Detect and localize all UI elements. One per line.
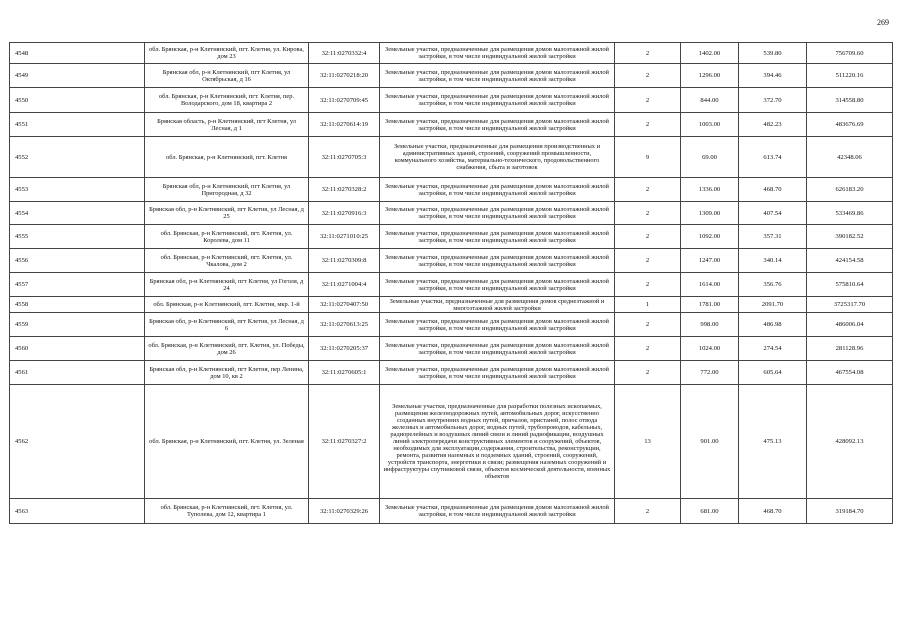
land-purpose-cell: Земельные участки, предназначенные для размещения домов малоэтажной жилой застройки, в том числе индивидуальной жилой застройки (380, 88, 615, 113)
cadastral-value-cell: 533469.86 (807, 202, 893, 225)
row-number: 4555 (10, 225, 145, 249)
cadastral-value-cell: 424154.58 (807, 249, 893, 273)
address-cell: Брянская обл, р-н Клетнянский, пгт Клетня, ул Гоголя, д 24 (145, 273, 309, 297)
table-row (10, 249, 893, 273)
cadastral-value-cell: 483676.69 (807, 113, 893, 137)
area-cell: 1336.00 (681, 178, 739, 202)
area-cell: 998.00 (681, 313, 739, 337)
area-cell: 1092.00 (681, 225, 739, 249)
cadastral-value-cell: 319184.70 (807, 499, 893, 524)
cadastral-number-cell: 32:11:0270709:45 (309, 88, 380, 113)
row-number: 4553 (10, 178, 145, 202)
row-number: 4548 (10, 43, 145, 64)
specific-value-cell: 468.70 (739, 178, 807, 202)
land-purpose-cell: Земельные участки, предназначенные для размещения домов малоэтажной жилой застройки, в том числе индивидуальной жилой застройки (380, 202, 615, 225)
table-row (10, 178, 893, 202)
cadastral-value-cell: 467554.08 (807, 361, 893, 385)
cadastral-number-cell: 32:11:0270605:1 (309, 361, 380, 385)
row-number: 4554 (10, 202, 145, 225)
land-purpose-cell: Земельные участки, предназначенные для размещения домов малоэтажной жилой застройки, в том числе индивидуальной жилой застройки (380, 225, 615, 249)
cadastral-number-cell: 32:11:0270218:20 (309, 64, 380, 88)
table-row (10, 385, 893, 499)
group-code-cell: 2 (615, 273, 681, 297)
table-row (10, 499, 893, 524)
land-purpose-cell: Земельные участки, предназначенные для разработки полезных ископаемых, размещения железнодорожных путей, автомобильных дорог, искусственно созданных внутренних водных путей, причалов, пристаней, полос отвода железных и автомобильных дорог, водных путей, трубопроводов, кабельных, радиорелейных и воздушных линий связи и линий радиофикации, воздушных линий электропередачи конструктивных элементов и сооружений, объектов, необходимых для эксплуатации,содержания, строительства, реконструкции, ремонта, развития наземных и подземных зданий, строений, сооружений, устройств транспорта, энергетики и связи; размещения наземных сооружений и инфраструктуры спутниковой связи, объектов космической деятельности, военных объектов (380, 385, 615, 499)
group-code-cell: 2 (615, 225, 681, 249)
row-number: 4549 (10, 64, 145, 88)
table-row (10, 313, 893, 337)
cadastral-number-cell: 32:11:0270332:4 (309, 43, 380, 64)
cadastral-number-cell: 32:11:0270613:25 (309, 313, 380, 337)
address-cell: обл. Брянская, р-н Клетнянский, пгт. Клетня (145, 137, 309, 178)
address-cell: обл. Брянская, р-н Клетнянский, пгт. Клетня, ул. Победы, дом 26 (145, 337, 309, 361)
cadastral-number-cell: 32:11:0270328:2 (309, 178, 380, 202)
specific-value-cell: 605.64 (739, 361, 807, 385)
table-row (10, 361, 893, 385)
address-cell: Брянская обл, р-н Клетнянский, пгт Клетня, ул Пригородная, д 32 (145, 178, 309, 202)
group-code-cell: 9 (615, 137, 681, 178)
group-code-cell: 2 (615, 249, 681, 273)
table-row (10, 297, 893, 313)
cadastral-number-cell: 32:11:0270309:8 (309, 249, 380, 273)
address-cell: обл. Брянская, р-н Клетнянский, пгт. Клетня, ул. Зеленая (145, 385, 309, 499)
cadastral-value-table (9, 42, 893, 524)
land-purpose-cell: Земельные участки, предназначенные для размещения домов малоэтажной жилой застройки, в том числе индивидуальной жилой застройки (380, 64, 615, 88)
area-cell: 844.00 (681, 88, 739, 113)
row-number: 4558 (10, 297, 145, 313)
row-number: 4563 (10, 499, 145, 524)
area-cell: 1024.00 (681, 337, 739, 361)
cadastral-number-cell: 32:11:0270205:37 (309, 337, 380, 361)
address-cell: обл. Брянская, р-н Клетнянский, пгт. Клетня, пер. Володарского, дом 18, квартира 2 (145, 88, 309, 113)
specific-value-cell: 340.14 (739, 249, 807, 273)
group-code-cell: 2 (615, 361, 681, 385)
specific-value-cell: 482.23 (739, 113, 807, 137)
area-cell: 1614.00 (681, 273, 739, 297)
address-cell: Брянская обл, р-н Клетнянский, пгт Клетня, ул Октябрьская, д 16 (145, 64, 309, 88)
group-code-cell: 2 (615, 113, 681, 137)
table-row (10, 202, 893, 225)
cadastral-value-cell: 3725317.70 (807, 297, 893, 313)
cadastral-number-cell: 32:11:0270614:19 (309, 113, 380, 137)
area-cell: 1402.00 (681, 43, 739, 64)
cadastral-value-cell: 428092.13 (807, 385, 893, 499)
cadastral-number-cell: 32:11:0270407:50 (309, 297, 380, 313)
table-row (10, 113, 893, 137)
group-code-cell: 2 (615, 499, 681, 524)
specific-value-cell: 407.54 (739, 202, 807, 225)
address-cell: Брянская обл, р-н Клетнянский, пгт Клетня, ул Лесная, д 6 (145, 313, 309, 337)
land-purpose-cell: Земельные участки, предназначенные для размещения домов малоэтажной жилой застройки, в том числе индивидуальной жилой застройки (380, 113, 615, 137)
row-number: 4556 (10, 249, 145, 273)
group-code-cell: 2 (615, 178, 681, 202)
land-purpose-cell: Земельные участки, предназначенные для размещения домов малоэтажной жилой застройки, в том числе индивидуальной жилой застройки (380, 249, 615, 273)
cadastral-number-cell: 32:11:0270705:3 (309, 137, 380, 178)
table-row (10, 88, 893, 113)
group-code-cell: 13 (615, 385, 681, 499)
specific-value-cell: 356.76 (739, 273, 807, 297)
cadastral-number-cell: 32:11:0270916:3 (309, 202, 380, 225)
table-row (10, 137, 893, 178)
cadastral-number-cell: 32:11:0270327:2 (309, 385, 380, 499)
table-row (10, 225, 893, 249)
cadastral-value-cell: 486006.04 (807, 313, 893, 337)
land-purpose-cell: Земельные участки, предназначенные для размещения домов малоэтажной жилой застройки, в том числе индивидуальной жилой застройки (380, 337, 615, 361)
cadastral-number-cell: 32:11:0271004:4 (309, 273, 380, 297)
land-purpose-cell: Земельные участки, предназначенные для размещения домов малоэтажной жилой застройки, в том числе индивидуальной жилой застройки (380, 178, 615, 202)
area-cell: 681.00 (681, 499, 739, 524)
cadastral-number-cell: 32:11:0270329:26 (309, 499, 380, 524)
address-cell: обл. Брянская, р-н Клетнянский, пгт. Клетня, ул. Кирова, дом 23 (145, 43, 309, 64)
land-purpose-cell: Земельные участки, предназначенные для размещения производственных и административных зданий, строений, сооружений промышленности, коммунального хозяйства, материально-технического, продовольственного снабжения, сбыта и заготовок (380, 137, 615, 178)
row-number: 4559 (10, 313, 145, 337)
specific-value-cell: 357.31 (739, 225, 807, 249)
row-number: 4561 (10, 361, 145, 385)
cadastral-value-cell: 390182.52 (807, 225, 893, 249)
specific-value-cell: 475.13 (739, 385, 807, 499)
cadastral-value-cell: 281128.96 (807, 337, 893, 361)
row-number: 4552 (10, 137, 145, 178)
address-cell: обл. Брянская, р-н Клетнянский, пгт. Клетня, ул. Туполева, дом 12, квартира 1 (145, 499, 309, 524)
group-code-cell: 2 (615, 313, 681, 337)
specific-value-cell: 2091.70 (739, 297, 807, 313)
cadastral-value-cell: 42348.06 (807, 137, 893, 178)
address-cell: Брянская обл, р-н Клетнянский, пгт Клетня, пер Ленина, дом 10, кв 2 (145, 361, 309, 385)
land-purpose-cell: Земельные участки, предназначенные для размещения домов малоэтажной жилой застройки, в том числе индивидуальной жилой застройки (380, 43, 615, 64)
specific-value-cell: 613.74 (739, 137, 807, 178)
address-cell: обл. Брянская, р-н Клетнянский, пгт. Клетня, ул. Королева, дом 11 (145, 225, 309, 249)
group-code-cell: 2 (615, 202, 681, 225)
area-cell: 1247.00 (681, 249, 739, 273)
specific-value-cell: 468.70 (739, 499, 807, 524)
specific-value-cell: 539.80 (739, 43, 807, 64)
area-cell: 901.00 (681, 385, 739, 499)
group-code-cell: 2 (615, 88, 681, 113)
address-cell: Брянская обл, р-н Клетнянский, пгт Клетня, ул Лесная, д 25 (145, 202, 309, 225)
group-code-cell: 2 (615, 64, 681, 88)
cadastral-value-cell: 575810.64 (807, 273, 893, 297)
land-purpose-cell: Земельные участки, предназначенные для размещения домов малоэтажной жилой застройки, в том числе индивидуальной жилой застройки (380, 273, 615, 297)
land-purpose-cell: Земельные участки, предназначенные для размещения домов среднеэтажной и многоэтажной жилой застройки (380, 297, 615, 313)
area-cell: 69.00 (681, 137, 739, 178)
cadastral-value-cell: 511220.16 (807, 64, 893, 88)
specific-value-cell: 372.70 (739, 88, 807, 113)
land-purpose-cell: Земельные участки, предназначенные для размещения домов малоэтажной жилой застройки, в том числе индивидуальной жилой застройки (380, 361, 615, 385)
page-number: 269 (877, 18, 889, 27)
specific-value-cell: 394.46 (739, 64, 807, 88)
group-code-cell: 2 (615, 337, 681, 361)
table-row (10, 273, 893, 297)
cadastral-value-cell: 756709.60 (807, 43, 893, 64)
row-number: 4557 (10, 273, 145, 297)
area-cell: 1296.00 (681, 64, 739, 88)
area-cell: 1309.00 (681, 202, 739, 225)
area-cell: 1003.00 (681, 113, 739, 137)
group-code-cell: 2 (615, 43, 681, 64)
address-cell: обл. Брянская, р-н Клетнянский, пгт. Клетня, мкр. 1-й (145, 297, 309, 313)
specific-value-cell: 274.54 (739, 337, 807, 361)
table-row (10, 43, 893, 64)
table-row (10, 337, 893, 361)
area-cell: 1781.00 (681, 297, 739, 313)
address-cell: обл. Брянская, р-н Клетнянский, пгт. Клетня, ул. Чкалова, дом 2 (145, 249, 309, 273)
row-number: 4560 (10, 337, 145, 361)
area-cell: 772.00 (681, 361, 739, 385)
specific-value-cell: 486.98 (739, 313, 807, 337)
land-purpose-cell: Земельные участки, предназначенные для размещения домов малоэтажной жилой застройки, в том числе индивидуальной жилой застройки (380, 313, 615, 337)
row-number: 4551 (10, 113, 145, 137)
cadastral-number-cell: 32:11:0271010:25 (309, 225, 380, 249)
cadastral-value-cell: 626183.20 (807, 178, 893, 202)
address-cell: Брянская область, р-н Клетнянский, пгт Клетня, ул Лесная, д 1 (145, 113, 309, 137)
land-purpose-cell: Земельные участки, предназначенные для размещения домов малоэтажной жилой застройки, в том числе индивидуальной жилой застройки (380, 499, 615, 524)
table-row (10, 64, 893, 88)
group-code-cell: 1 (615, 297, 681, 313)
cadastral-value-cell: 314558.80 (807, 88, 893, 113)
row-number: 4562 (10, 385, 145, 499)
row-number: 4550 (10, 88, 145, 113)
